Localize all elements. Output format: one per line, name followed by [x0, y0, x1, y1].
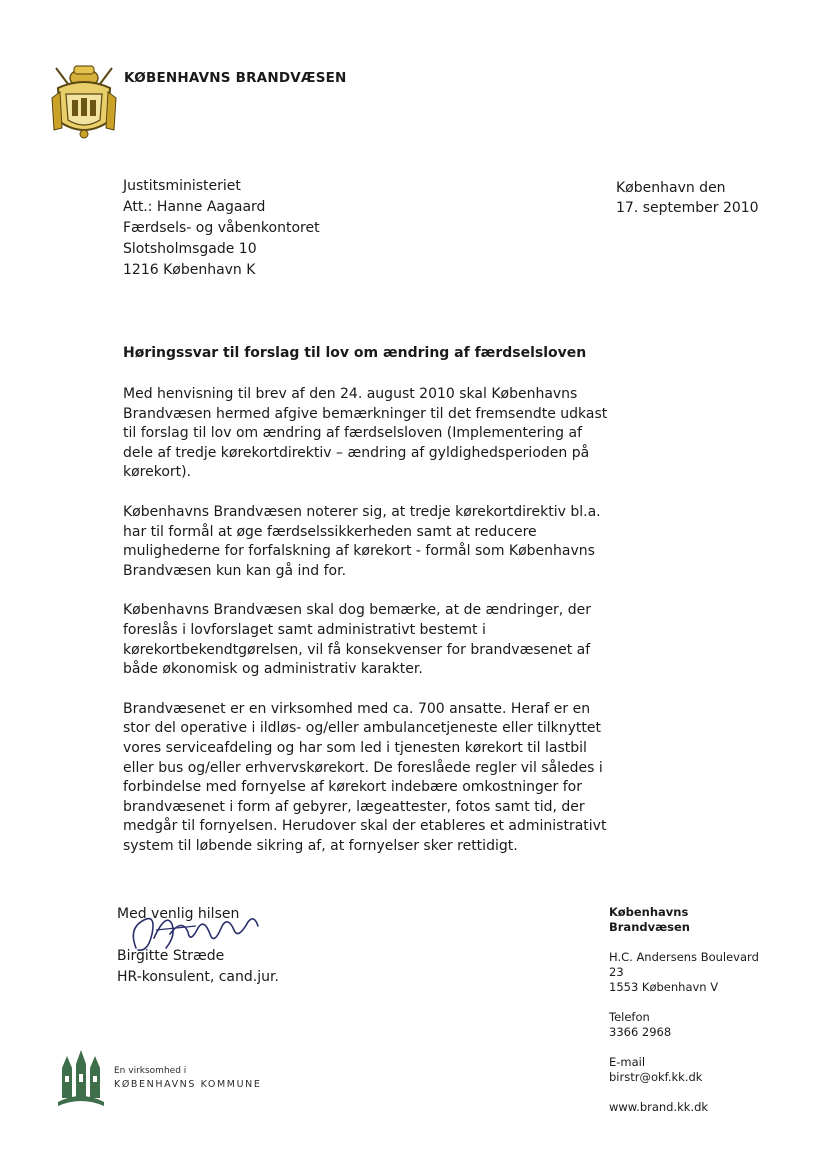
body-line: eller bus og/eller erhvervskørekort. De foreslåede regler vil således i: [123, 759, 603, 776]
contact-sidebar: [609, 905, 809, 1115]
sidebar-address-line: 23: [609, 965, 624, 979]
sidebar-phone-label: Telefon: [609, 1010, 650, 1024]
signer-title: HR-konsulent, cand.jur.: [117, 969, 279, 985]
body-line: foreslås i lovforslaget samt administrativt bestemt i: [123, 621, 486, 638]
body-line: system til løbende sikring af, at fornyelser sker rettidigt.: [123, 837, 518, 854]
dateline-place: København den: [616, 180, 726, 196]
sidebar-spacer: [609, 935, 809, 950]
body-line: Brandvæsenet er en virksomhed med ca. 700 ansatte. Heraf er en: [123, 700, 591, 717]
sidebar-org-line: Københavns: [609, 905, 689, 919]
municipality-footer: [114, 1065, 261, 1091]
sidebar-spacer: [609, 995, 809, 1010]
body-line: medgår til fornyelsen. Herudover skal der etableres et administrativt: [123, 818, 607, 835]
body-line: har til formål at øge færdselssikkerheden samt at reducere: [123, 523, 537, 540]
sidebar-email-label: E-mail: [609, 1055, 646, 1069]
sidebar-spacer: [609, 1085, 809, 1100]
recipient-line: Slotsholmsgade 10: [123, 241, 257, 257]
dateline-date: 17. september 2010: [616, 200, 759, 216]
sidebar-address-line: 1553 København V: [609, 980, 719, 994]
handwritten-signature: [126, 908, 266, 960]
body-line: Brandvæsen hermed afgive bemærkninger til det fremsendte udkast: [123, 405, 608, 422]
sidebar-website[interactable]: www.brand.kk.dk: [609, 1100, 709, 1114]
body-line: Københavns Brandvæsen skal dog bemærke, at de ændringer, der: [123, 602, 591, 619]
letter-body: [123, 385, 623, 876]
body-line: kørekortbekendtgørelsen, vil få konsekvenser for brandvæsenet af: [123, 641, 591, 658]
body-line: forbindelse med fornyelse af kørekort indebære omkostninger for: [123, 779, 582, 796]
body-paragraph: [123, 601, 623, 679]
body-line: mulighederne for forfalskning af kørekort - formål som Københavns: [123, 543, 595, 560]
body-line: både økonomisk og administrativ karakter.: [123, 661, 423, 678]
body-line: Med henvisning til brev af den 24. august 2010 skal Københavns: [123, 386, 578, 402]
recipient-line: Færdsels- og våbenkontoret: [123, 220, 320, 236]
body-paragraph: [123, 385, 623, 483]
body-line: dele af tredje kørekortdirektiv – ændring af gyldighedsperioden på: [123, 444, 590, 461]
dateline: [616, 178, 759, 218]
sidebar-org-line: Brandvæsen: [609, 920, 690, 934]
signer-name: Birgitte Stræde: [117, 948, 225, 964]
fire-brigade-crest-logo: [48, 58, 120, 140]
sidebar-spacer: [609, 1040, 809, 1055]
closing-greeting: Med venlig hilsen: [117, 906, 240, 922]
letterhead-org-name: KØBENHAVNS BRANDVÆSEN: [124, 70, 347, 86]
kk-municipality-logo: [56, 1046, 106, 1110]
letter-subject: Høringssvar til forslag til lov om ændring af færdselsloven: [123, 345, 587, 361]
footer-line1: En virksomhed i: [114, 1066, 187, 1076]
body-line: til forslag til lov om ændring af færdselsloven (Implementering af: [123, 425, 582, 442]
body-line: stor del operative i ildløs- og/eller ambulancetjeneste eller tilknyttet: [123, 720, 601, 737]
body-paragraph: [123, 700, 623, 857]
body-paragraph: [123, 503, 623, 581]
body-line: brandvæsenet i form af gebyrer, lægeattester, fotos samt tid, der: [123, 798, 585, 815]
sidebar-address-line: H.C. Andersens Boulevard: [609, 950, 759, 964]
recipient-line: 1216 København K: [123, 262, 256, 278]
body-line: vores serviceafdeling og har som led i tjenesten kørekort til lastbil: [123, 739, 587, 756]
recipient-line: Att.: Hanne Aagaard: [123, 199, 266, 215]
footer-line2: KØBENHAVNS KOMMUNE: [114, 1079, 262, 1090]
body-line: Brandvæsen kun kan gå ind for.: [123, 562, 347, 579]
recipient-address: [123, 176, 320, 281]
sidebar-phone: 3366 2968: [609, 1025, 672, 1039]
body-line: kørekort).: [123, 464, 192, 481]
recipient-line: Justitsministeriet: [123, 178, 241, 194]
body-line: Københavns Brandvæsen noterer sig, at tredje kørekortdirektiv bl.a.: [123, 503, 601, 520]
sidebar-email[interactable]: birstr@okf.kk.dk: [609, 1070, 703, 1084]
